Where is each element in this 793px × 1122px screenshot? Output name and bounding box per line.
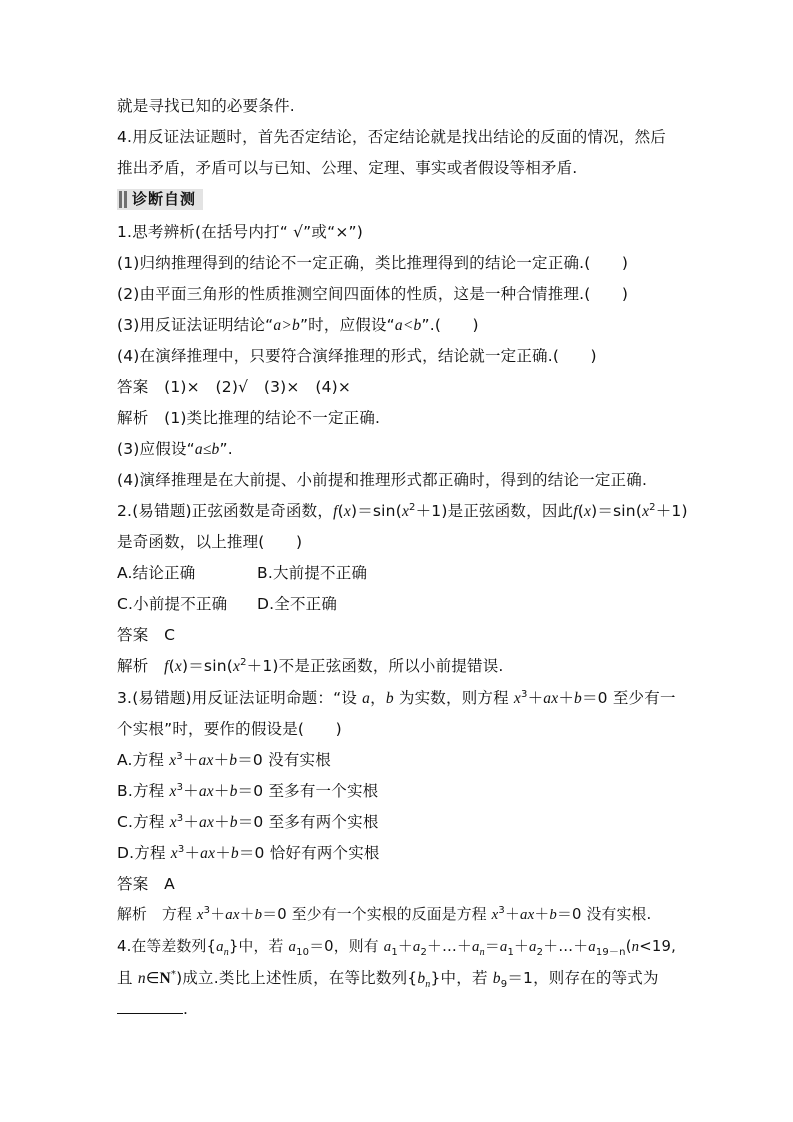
question-3-option: B.方程 $x^3+ax+b=0$ 至多有一个实根 — [117, 781, 379, 800]
answer-1: 答案 (1)× (2)√ (3)× (4)× — [117, 378, 352, 396]
section-bar-icon — [119, 191, 122, 208]
question-3-option: A.方程 $x^3+ax+b=0$ 没有实根 — [117, 750, 331, 769]
explanation-2: 解析 $f(x)=\sin(x^2+1)$不是正弦函数，所以小前提错误. — [117, 656, 504, 675]
explanation-3: 解析 方程 $x^3+ax+b=0$ 至少有一个实根的反面是方程 $x^3+ax+b=0$ 没有实根. — [117, 905, 652, 923]
explanation-1: (4)演绎推理是在大前提、小前提和推理形式都正确时，得到的结论一定正确. — [117, 471, 648, 489]
section-bar-icon — [124, 191, 127, 208]
question-4: 4.在等差数列$\{a_n\}$中，若 $a_{10}=0$，则有 $a_1+a_2+\dots+a_n=a_1+a_2+\dots+a_{19-n}(n<19$, — [117, 938, 677, 958]
answer-3: 答案 A — [117, 875, 175, 893]
text-line: 推出矛盾，矛盾可以与已知、公理、定理、事实或者假设等相矛盾. — [117, 159, 578, 177]
question-2: 2.(易错题)正弦函数是奇函数，$f(x)=\sin(x^2+1)$是正弦函数，因此$f(x)=\sin(x^2+1)$ — [117, 501, 688, 520]
question-3-option: D.方程 $x^3+ax+b=0$ 恰好有两个实根 — [117, 843, 380, 862]
answer-2: 答案 C — [117, 626, 176, 644]
question-4: 且 n∈N*)成立.类比上述性质，在等比数列$\{b_n\}$中，若 $b_9=1$，则存在的等式为 — [117, 968, 659, 991]
question-1: 1.思考辨析(在括号内打“ √”或“×”) — [117, 223, 363, 241]
question-2-options: C.小前提不正确 D.全不正确 — [117, 595, 338, 613]
fill-blank — [117, 999, 183, 1014]
text-line: 4.用反证法证题时，首先否定结论，否定结论就是找出结论的反面的情况，然后 — [117, 128, 666, 146]
answer-blank: . — [117, 999, 188, 1019]
question-1-item: (1)归纳推理得到的结论不一定正确，类比推理得到的结论一定正确.( ) — [117, 254, 629, 272]
question-1-item: (4)在演绎推理中，只要符合演绎推理的形式，结论就一定正确.( ) — [117, 347, 597, 365]
question-3-option: C.方程 $x^3+ax+b=0$ 至多有两个实根 — [117, 812, 379, 831]
explanation-1: 解析 (1)类比推理的结论不一定正确. — [117, 409, 381, 427]
question-3: 个实根”时，要作的假设是( ) — [117, 720, 342, 738]
section-header — [117, 189, 203, 210]
question-1-item: (3)用反证法证明结论“a>b”时，应假设“a<b”.( ) — [117, 316, 479, 334]
question-2-options: A.结论正确 B.大前提不正确 — [117, 564, 368, 582]
text-line: 就是寻找已知的必要条件. — [117, 97, 295, 115]
question-2: 是奇函数，以上推理( ) — [117, 533, 303, 551]
question-3: 3.(易错题)用反证法证明命题：“设 a，b 为实数，则方程 $x^3+ax+b=0$ 至少有一 — [117, 688, 676, 707]
question-1-item: (2)由平面三角形的性质推测空间四面体的性质，这是一种合情推理.( ) — [117, 285, 629, 303]
explanation-1: (3)应假设“a≤b”. — [117, 440, 233, 458]
section-title: 诊断自测 — [132, 190, 197, 208]
